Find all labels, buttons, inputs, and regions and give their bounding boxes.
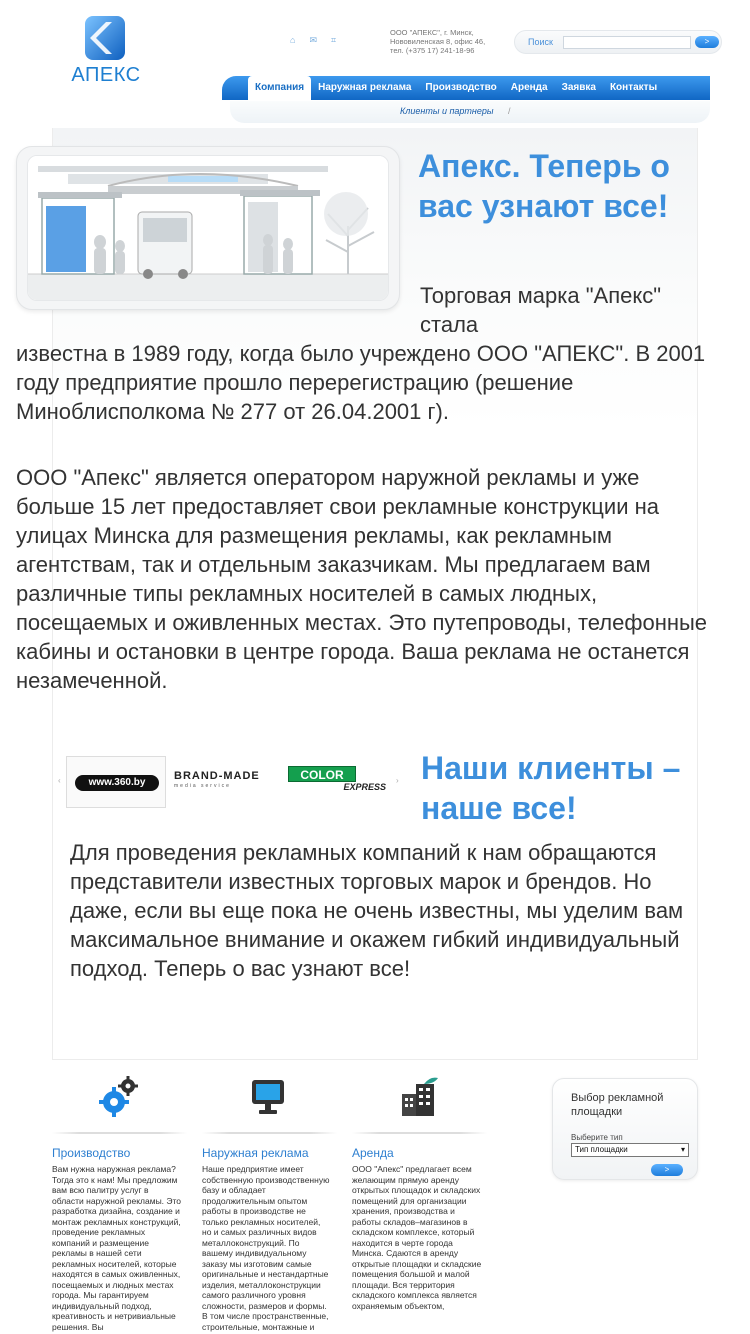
carousel-next-icon[interactable]: › [396, 776, 399, 785]
clients-title: Наши клиенты – наше все! [421, 750, 681, 826]
intro-paragraph: известна в 1989 году, когда было учреждено ООО "АПЕКС". В 2001 году предприятие прошло перерегистрацию (решение Миноблисполкома № 277 от 26.04.2001 г). [16, 341, 706, 424]
nav-item-company[interactable]: Компания [248, 76, 311, 100]
clients-carousel [58, 756, 404, 808]
ad-space-picker [552, 1078, 698, 1180]
clients-paragraph: Для проведения рекламных компаний к нам обращаются представители известных торговых марок и брендов. Но даже, если вы еще пока не очень известны, мы уделим вам максимальное внимание и окажем гибкий индивидуальный подход. Теперь о вас узнают все! [70, 840, 684, 981]
picker-title: Выбор рекламной площадки [571, 1092, 664, 1118]
picker-submit-button[interactable]: > [651, 1164, 683, 1176]
nav-item-request[interactable]: Заявка [561, 82, 596, 93]
ad-type-select[interactable]: Тип площадки ▾ [571, 1143, 689, 1157]
logo-text: АПЕКС [71, 64, 141, 86]
client-logo-color-express[interactable]: COLOR EXPRESS [288, 766, 386, 796]
client-logo-brandmade[interactable]: BRAND-MADE media service [174, 770, 260, 789]
search-input[interactable] [563, 36, 691, 49]
header [0, 0, 750, 130]
subnav-separator: / [508, 106, 511, 116]
bus-stop-illustration [28, 156, 389, 301]
logo-mark-icon [82, 14, 128, 62]
company-info: ООО "АПЕКС", г. Минск, Нововиленская 8, офис 46, тел. (+375 17) 241-18-96 [390, 28, 486, 55]
client-logo-360[interactable]: www.360.by [66, 756, 166, 808]
buildings-icon [396, 1074, 440, 1118]
footer-text-rent: ООО "Апекс" предлагает всем желающим прямую аренду открытых площадок и складских помещений для организации хранения, производства и работы складов–магазинов в складском комплексе, который находится в черте города Минска. Сдаются в аренду открытые площадки и складские помещения большой и малой площади. Вся территория складского комплекса является охраняемым объектом, [352, 1164, 482, 1311]
search-button[interactable]: > [695, 36, 719, 48]
footer-title-rent[interactable]: Аренда [352, 1146, 394, 1160]
subnav-item-clients[interactable]: Клиенты и партнеры [400, 106, 494, 116]
footer-title-production[interactable]: Производство [52, 1146, 131, 1160]
logo[interactable] [70, 14, 142, 88]
nav-item-contacts[interactable]: Контакты [609, 82, 658, 93]
hero-image [27, 155, 389, 301]
sitemap-icon[interactable]: ⌗ [330, 35, 337, 45]
hero-title: Апекс. Теперь о вас узнают все! [418, 148, 670, 224]
carousel-prev-icon[interactable]: ‹ [58, 776, 61, 785]
hero-image-frame [16, 146, 400, 310]
footer-text-outdoor-ads: Наше предприятие имеет собственную производственную базу и обладает продолжительным опытом работы в производстве не только рекламных носителей, но и самых различных видов металлоконструкций. По вашему индивидуальному заказу мы изготовим самые оригинальные и нестандартные изделия, металлоконструкции самого различного уровня сложности, размеров и формы. В том числе пространственные, строительные, монтажные и [202, 1164, 330, 1332]
about-paragraph: ООО "Апекс" является оператором наружной рекламы и уже больше 15 лет предоставляет свои рекламные конструкции на улицах Минска для размещения рекламы, как рекламным агентствам, так и отдельным заказчикам. Мы предлагаем вам различные типы рекламных носителей в самых людных, посещаемых и оживленных местах. Это путепроводы, телефонные кабины и остановки в центре города. Ваша реклама не останется незамеченной. [16, 465, 708, 693]
nav-item-production[interactable]: Производство [425, 82, 497, 93]
nav-item-outdoor-ads[interactable]: Наружная реклама [318, 82, 412, 93]
footer-title-outdoor-ads[interactable]: Наружная реклама [202, 1146, 309, 1160]
home-icon[interactable]: ⌂ [290, 35, 296, 45]
nav-item-rent[interactable]: Аренда [510, 82, 548, 93]
subnav [230, 101, 710, 123]
top-icons [290, 35, 336, 46]
gears-icon [96, 1074, 140, 1118]
footer-text-production: Вам нужна наружная реклама? Тогда это к нам! Мы предложим вам всю палитру услуг в области наружной рекламы. Это разработка дизайна, создание и монтаж рекламных конструкций, проведение рекламных компаний и размещение рекламы в нашей сети рекламных носителей, которые находятся в самых оживленных, посещаемых и людных местах города. Мы гарантируем индивидуальный подход, креативность и нетривиальные решения. Вы [52, 1164, 182, 1332]
search-box [514, 30, 722, 54]
main-nav [222, 76, 710, 100]
mail-icon[interactable]: ✉ [309, 35, 317, 45]
picker-select-label: Выберите тип [571, 1133, 623, 1142]
intro-paragraph-lead: Торговая марка "Апекс" стала [420, 283, 662, 337]
chevron-down-icon: ▾ [680, 1145, 685, 1154]
search-label: Поиск [528, 37, 553, 47]
monitor-icon [246, 1074, 290, 1118]
